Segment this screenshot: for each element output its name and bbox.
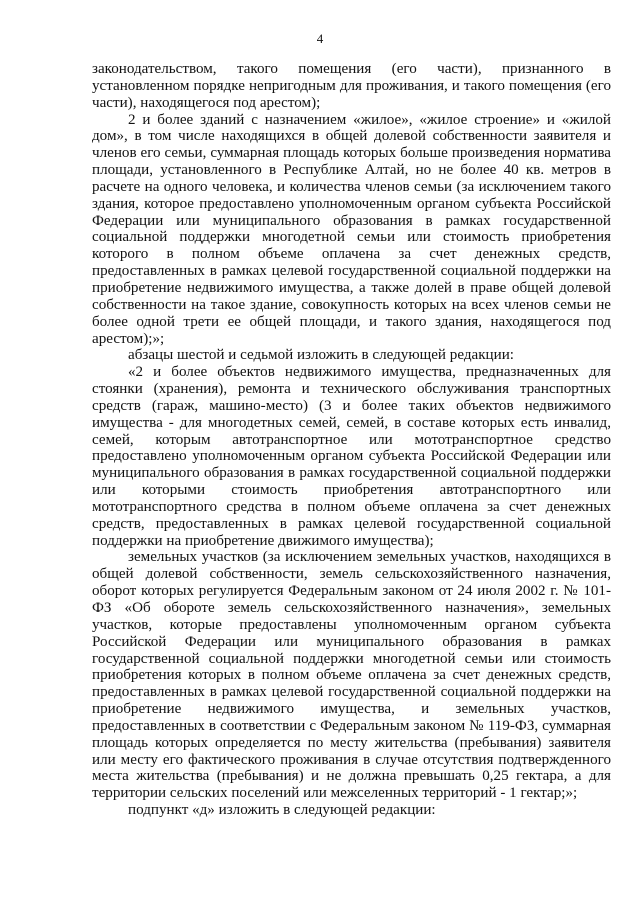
- paragraph-amendment-instruction: абзацы шестой и седьмой изложить в следующей редакции:: [128, 347, 514, 364]
- paragraph-housing-continuation: законодательством, такого помещения (его части), признанного в установленном порядке непригодным для проживания, и такого помещения (его части), находящегося под арестом);: [92, 61, 611, 111]
- paragraph-subclause-instruction: подпункт «д» изложить в следующей редакции:: [128, 802, 436, 819]
- document-body: [92, 61, 611, 819]
- page-number: 4: [316, 31, 324, 46]
- paragraph-parking-objects: «2 и более объектов недвижимого имущества, предназначенных для стоянки (хранения), ремонта и технического обслуживания транспортных средств (гараж, машино-место) (3 и более таких объектов недвижимого имущества - для многодетных семей, семей, в составе которых есть инвалид, семей, которым автотранспортное или мототранспортное средство предоставлено уполномоченным органом субъекта Российской Федерации или муниципального образования в рамках государственной социальной поддержки или которыми стоимость приобретения автотранспортного или мототранспортного средства в полном объеме оплачена за счет денежных средств, предоставленных в рамках целевой государственной социальной поддержки на приобретение движимого имущества);: [92, 364, 611, 549]
- paragraph-residential-buildings: 2 и более зданий с назначением «жилое», «жилое строение» и «жилой дом», в том числе находящихся в общей долевой собственности заявителя и членов его семьи, суммарная площадь которых больше произведения норматива площади, установленного в Республике Алтай, но не более 40 кв. метров в расчете на одного человека, и количества членов семьи (за исключением такого здания, которое предоставлено уполномоченным органом субъекта Российской Федерации или муниципального образования в рамках государственной социальной поддержки многодетной семьи или стоимость приобретения которого в полном объеме оплачена за счет денежных средств, предоставленных в рамках целевой государственной социальной поддержки на приобретение недвижимого имущества, а также долей в праве общей долевой собственности на такое здание, совокупность которых на всех членов семьи не более одной трети ее общей площади, и такого здания, находящегося под арестом);»;: [92, 111, 611, 347]
- paragraph-land-plots: земельных участков (за исключением земельных участков, находящихся в общей долевой собственности, земель сельскохозяйственного назначения, оборот которых регулируется Федеральным законом от 24 июля 2002 г. № 101-ФЗ «Об обороте земель сельскохозяйственного назначения», земельных участков, которые предоставлены уполномоченным органом субъекта Российской Федерации или муниципального образования в рамках государственной социальной поддержки многодетной семьи или стоимость приобретения которых в полном объеме оплачена за счет денежных средств, предоставленных в рамках целевой государственной социальной поддержки на приобретение недвижимого имущества, и земельных участков, предоставленных в соответствии с Федеральным законом № 119-ФЗ, суммарная площадь которых определяется по месту жительства (пребывания) заявителя или месту его фактического проживания в случае отсутствия подтвержденного места жительства (пребывания) и не должна превышать 0,25 гектара, а для территории сельских поселений или межселенных территорий - 1 гектар;»;: [92, 549, 611, 802]
